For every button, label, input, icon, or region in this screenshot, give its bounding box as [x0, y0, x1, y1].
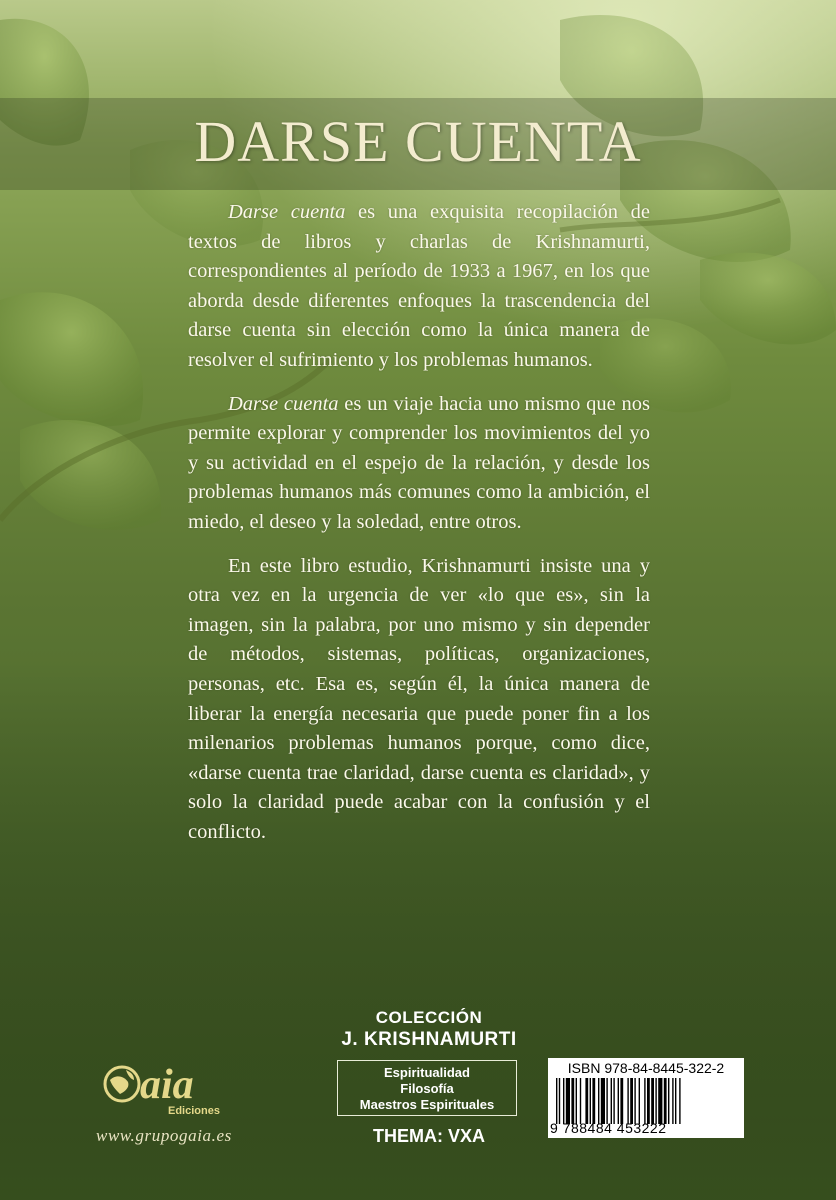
- category-item: Espiritualidad: [384, 1065, 470, 1080]
- collection-label: COLECCIÓN: [375, 1008, 483, 1027]
- thema-code: THEMA: VXA: [373, 1126, 485, 1146]
- isbn-barcode: [548, 1058, 744, 1138]
- logo-wordmark: aia: [140, 1062, 194, 1108]
- category-item: Filosofía: [400, 1081, 454, 1096]
- synopsis-paragraph: [188, 390, 650, 538]
- book-title-italic: Darse cuenta: [228, 392, 339, 415]
- book-title: DARSE CUENTA: [194, 109, 642, 174]
- categories-box: [337, 1060, 517, 1116]
- publisher-url: www.grupogaia.es: [96, 1126, 232, 1145]
- barcode-digits: 9 788484 453222: [550, 1120, 667, 1136]
- book-title-italic: Darse cuenta: [228, 201, 346, 223]
- barcode-bars: [554, 1078, 738, 1124]
- synopsis: [188, 198, 650, 861]
- paragraph-text: En este libro estudio, Krishnamurti insiste una y otra vez en la urgencia de ver «lo que es», sin la imagen, sin la palabra, por uno mismo y sin depender de métodos, sistemas, políticas, organizaciones, personas, etc. Esa es, según él, la única manera de liberar la energía necesaria que puede poner fin a los milenarios problemas humanos porque, como dice, «darse cuenta trae claridad, darse cuenta es claridad», y solo la claridad puede acabar con la confusión y el conflicto.: [188, 554, 650, 843]
- paragraph-text: es un viaje hacia uno mismo que nos permite explorar y comprender los movimientos del yo y su actividad en el espejo de la relación, y desde los problemas humanos más comunes como la ambición, el miedo, el deseo y la soledad, entre otros.: [188, 392, 650, 533]
- isbn-number: ISBN 978-84-8445-322-2: [567, 1060, 725, 1076]
- collection-name: J. KRISHNAMURTI: [341, 1029, 517, 1050]
- globe-icon: [105, 1067, 139, 1101]
- synopsis-paragraph: [188, 552, 650, 848]
- collection-block: [318, 1008, 540, 1052]
- synopsis-paragraph: [188, 198, 650, 376]
- logo-subtitle: Ediciones: [168, 1105, 220, 1117]
- category-item: Maestros Espirituales: [359, 1097, 495, 1112]
- gaia-logo: [100, 1052, 270, 1124]
- paragraph-text: es una exquisita recopilación de textos de libros y charlas de Krishnamurti, correspondientes al período de 1933 a 1967, en los que aborda desde diferentes enfoques la trascendencia del darse cuenta sin elección como la única manera de resolver el sufrimiento y los problemas humanos.: [188, 201, 650, 371]
